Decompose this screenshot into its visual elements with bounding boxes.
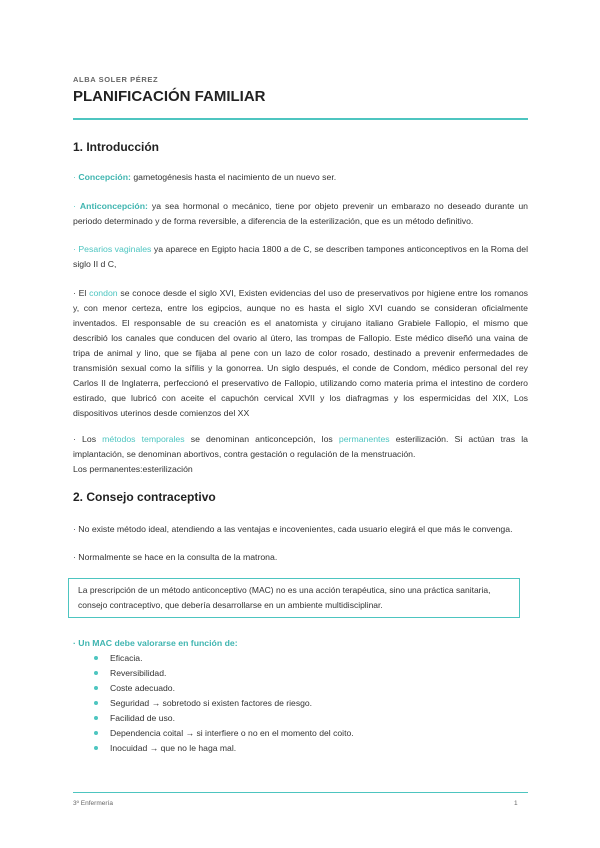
factor-list-item bbox=[94, 651, 354, 666]
factor-text: Seguridad → sobretodo si existen factores de riesgo. bbox=[110, 698, 313, 708]
bullet-mark: · bbox=[73, 201, 80, 211]
bullet-mark: · bbox=[73, 172, 79, 182]
page-number: 1 bbox=[514, 800, 518, 807]
bullet-dot-icon bbox=[94, 686, 98, 690]
term-anticoncepcion: Anticoncepción: bbox=[79, 201, 148, 211]
bullet-dot-icon bbox=[94, 746, 98, 750]
factor-text: Coste adecuado. bbox=[110, 683, 175, 693]
bullet-dot-icon bbox=[94, 701, 98, 705]
term-metodos-temporales: métodos temporales bbox=[102, 434, 185, 444]
term-pesarios: Pesarios vaginales bbox=[78, 244, 152, 254]
section-heading-consejo: 2. Consejo contraceptivo bbox=[73, 490, 216, 504]
condon-prefix: · El bbox=[73, 288, 90, 298]
factor-list-item bbox=[94, 681, 354, 696]
factor-text: Eficacia. bbox=[110, 653, 143, 663]
factor-list-item bbox=[94, 696, 354, 711]
text-permanentes-esterilizacion: Los permanentes:esterilización bbox=[73, 464, 193, 474]
factor-text: Facilidad de uso. bbox=[110, 713, 175, 723]
text-pesarios: ya aparece en Egipto hacia 1800 a de C, se describen tampones anticonceptivos en la Roma del siglo II d C, bbox=[73, 244, 528, 269]
term-concepcion: Concepción: bbox=[78, 172, 131, 182]
bullet-dot-icon bbox=[94, 731, 98, 735]
bullet-mark: · bbox=[73, 244, 79, 254]
metodos-mid: se denominan anticoncepción, los bbox=[184, 434, 339, 444]
paragraph-consulta-matrona: · Normalmente se hace en la consulta de la matrona. bbox=[73, 552, 278, 562]
bullet-dot-icon bbox=[94, 671, 98, 675]
term-permanentes: permanentes bbox=[338, 434, 390, 444]
footer-course: 3º Enfermería bbox=[73, 800, 113, 807]
paragraph-metodos bbox=[73, 432, 528, 477]
text-metodos: esterilización. Si actúan tras la implantación, se denominan abortivos, contra gestación o regulación de la menstruación. bbox=[73, 434, 528, 459]
bullet-dot-icon bbox=[94, 656, 98, 660]
paragraph-concepcion bbox=[73, 170, 528, 185]
text-condon: se conoce desde el siglo XVI, Existen evidencias del uso de preservativos por higiene entre los romanos y, con menor certeza, entre los egipcios, aunque no es hasta el siglo XVI cuando se consideran oficialmente inventados. El responsable de su creación es el anatomista y cirujano italiano Grabiele Fallopio, el mismo que describió los canales que conducen del ovario al útero, las trompas de Fallopio. Este médico diseñó una vaina de tripa de animal y lino, que se fijaba al pene con un lazo de color rosado, destinado a prevenir enfermedades de transmisión sexual como la sífilis y la gonorrea. Un siglo después, el conde de Condom, médico personal del rey Carlos II de Inglaterra, perfeccionó el preservativo de Fallopio, utilizando como materia prima el intestino de cordero estirado, que lubricó con aceite el capuchón cervical XVII y los diafragmas y los espermicidas del XIX, Los dispositivos uterinos desde comienzos del XX bbox=[73, 288, 528, 418]
factor-list-item bbox=[94, 666, 354, 681]
paragraph-pesarios bbox=[73, 242, 528, 272]
title-divider bbox=[73, 118, 528, 120]
paragraph-condon bbox=[73, 286, 528, 421]
factor-list-item bbox=[94, 711, 354, 726]
bullet-dot-icon bbox=[94, 716, 98, 720]
factor-list-item bbox=[94, 726, 354, 741]
factor-text: Reversibilidad. bbox=[110, 668, 167, 678]
factor-text: Inocuidad → que no le haga mal. bbox=[110, 743, 237, 753]
paragraph-no-existe-metodo: · No existe método ideal, atendiendo a las ventajas e incovenientes, cada usuario elegirá el que más le convenga. bbox=[73, 524, 513, 534]
factor-list-item bbox=[94, 741, 354, 756]
factor-list bbox=[94, 651, 354, 756]
paragraph-anticoncepcion bbox=[73, 199, 528, 229]
term-condon: condon bbox=[89, 288, 118, 298]
section-heading-introduccion: 1. Introducción bbox=[73, 140, 160, 154]
text-anticoncepcion: ya sea hormonal o mecánico, tiene por objeto prevenir un embarazo no deseado durante un periodo determinado y de forma reversible, a diferencia de la esterilización, que es un método definitivo. bbox=[73, 201, 528, 226]
paragraph-mac-valorar: · Un MAC debe valorarse en función de: bbox=[73, 638, 238, 648]
callout-box bbox=[68, 578, 520, 618]
factor-text: Dependencia coital → si interfiere o no en el momento del coito. bbox=[110, 728, 354, 738]
footer-divider bbox=[73, 792, 528, 793]
page-title: PLANIFICACIÓN FAMILIAR bbox=[73, 88, 266, 105]
callout-text: La prescripción de un método anticonceptivo (MAC) no es una acción terapéutica, sino una práctica sanitaria, consejo contraceptivo, que debería desarrollarse en un ambiente multidisciplinar. bbox=[78, 585, 491, 610]
author-name: ALBA SOLER PÉREZ bbox=[73, 75, 159, 84]
text-concepcion: gametogénesis hasta el nacimiento de un nuevo ser. bbox=[130, 172, 337, 182]
metodos-prefix: · Los bbox=[73, 434, 103, 444]
